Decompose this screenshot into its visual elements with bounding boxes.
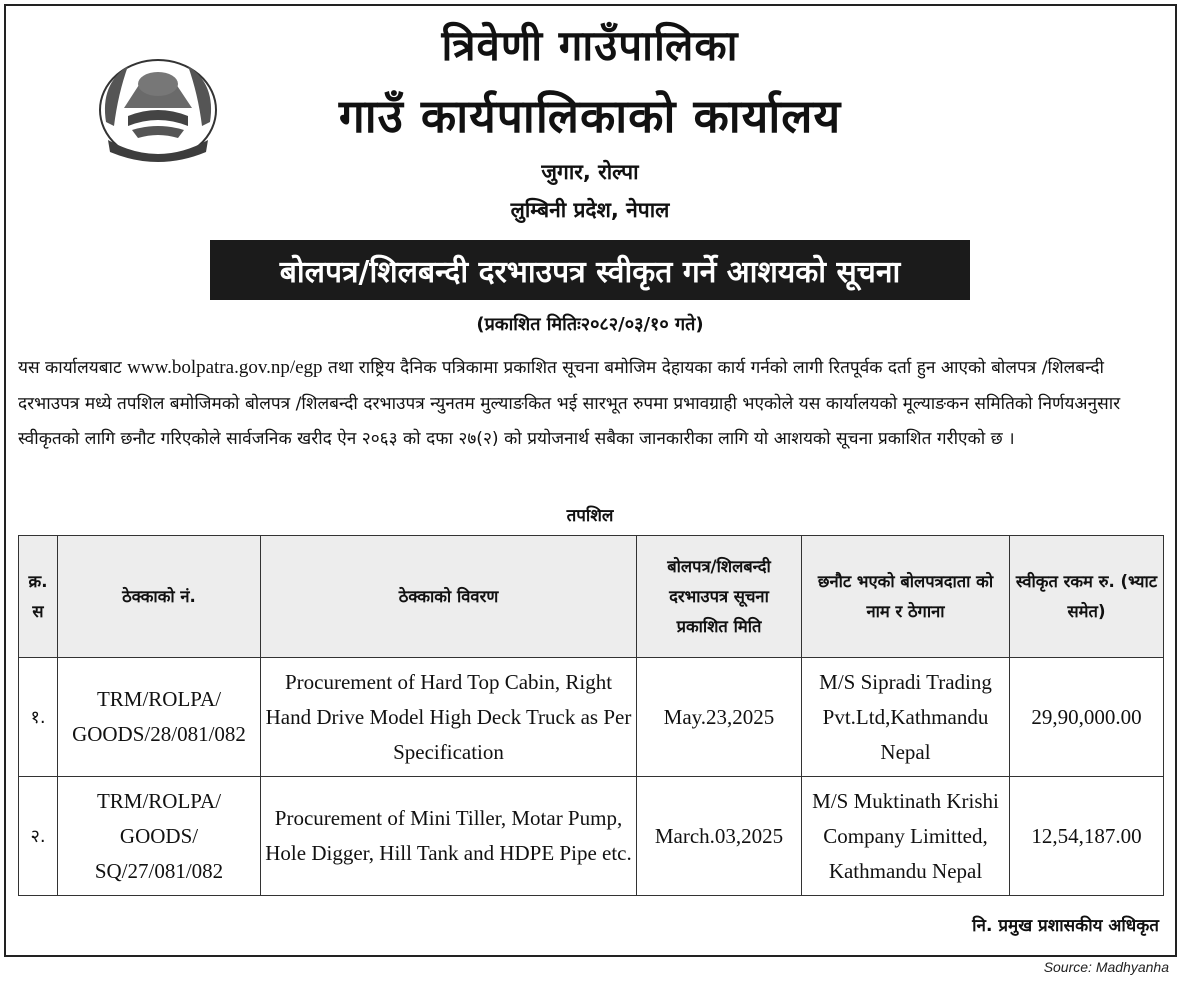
egp-link[interactable]: www.bolpatra.gov.np/egp — [127, 357, 323, 378]
municipality-name: त्रिवेणी गाउँपालिका — [441, 21, 739, 70]
cell-description: Procurement of Mini Tiller, Motar Pump, Hole Digger, Hill Tank and HDPE Pipe etc. — [261, 777, 637, 896]
cell-published-date: May.23,2025 — [637, 658, 802, 777]
cell-sn: १. — [19, 658, 58, 777]
address-local: जुगार, रोल्पा — [541, 160, 639, 184]
table-row — [19, 777, 1164, 896]
source-credit: Source: Madhyanha — [1043, 959, 1169, 975]
cell-bidder: M/S Muktinath Krishi Company Limitted, Kathmandu Nepal — [802, 777, 1010, 896]
col-sn: क्र. स — [19, 536, 58, 658]
award-table — [18, 535, 1164, 896]
col-bidder: छनौट भएको बोलपत्रदाता को नाम र ठेगाना — [802, 536, 1010, 658]
cell-description: Procurement of Hard Top Cabin, Right Hand Drive Model High Deck Truck as Per Specification — [261, 658, 637, 777]
cell-amount: 12,54,187.00 — [1010, 777, 1164, 896]
body-lead: यस कार्यालयबाट — [18, 358, 128, 378]
table-row — [19, 658, 1164, 777]
schedule-heading: तपशिल — [566, 506, 614, 526]
published-date: (प्रकाशित मितिः२०८२/०३/१० गते) — [476, 314, 704, 335]
table-header-row — [19, 536, 1164, 658]
cell-bidder: M/S Sipradi Trading Pvt.Ltd,Kathmandu Nepal — [802, 658, 1010, 777]
signatory-title: नि. प्रमुख प्रशासकीय अधिकृत — [972, 916, 1159, 936]
col-contract-no: ठेक्काको नं. — [58, 536, 261, 658]
col-description: ठेक्काको विवरण — [261, 536, 637, 658]
cell-amount: 29,90,000.00 — [1010, 658, 1164, 777]
cell-contract-no: TRM/ROLPA/ GOODS/28/081/082 — [58, 658, 261, 777]
office-name: गाउँ कार्यपालिकाको कार्यालय — [338, 89, 842, 143]
cell-sn: २. — [19, 777, 58, 896]
col-amount: स्वीकृत रकम रु. (भ्याट समेत) — [1010, 536, 1164, 658]
notice-body — [18, 350, 1168, 458]
col-published-date: बोलपत्र/शिलबन्दी दरभाउपत्र सूचना प्रकाशित मिति — [637, 536, 802, 658]
notice-title: बोलपत्र/शिलबन्दी दरभाउपत्र स्वीकृत गर्ने आशयको सूचना — [210, 240, 970, 300]
address-province: लुम्बिनी प्रदेश, नेपाल — [510, 198, 670, 222]
body-rest: तथा राष्ट्रिय दैनिक पत्रिकामा प्रकाशित सूचना बमोजिम देहायका कार्य गर्नको लागी रितपूर्वक दर्ता हुन आएको बोलपत्र /शिलबन्दी दरभाउपत्र मध्ये तपशिल बमोजिमको बोलपत्र /शिलबन्दी दरभाउपत्र न्युनतम मुल्याङकित भई सारभूत रुपमा प्रभावग्राही भएकोले यस कार्यालयको मूल्याङकन समितिको निर्णयअनुसार स्वीकृतको लागि छनौट गरिएकोले सार्वजनिक खरीद ऐन २०६३ को दफा २७(२) को प्रयोजनार्थ सबैका जानकारीका लागि यो आशयको सूचना प्रकाशित गरीएको छ । — [18, 358, 1121, 449]
nepal-emblem-icon — [88, 44, 228, 170]
cell-published-date: March.03,2025 — [637, 777, 802, 896]
cell-contract-no: TRM/ROLPA/ GOODS/ SQ/27/081/082 — [58, 777, 261, 896]
